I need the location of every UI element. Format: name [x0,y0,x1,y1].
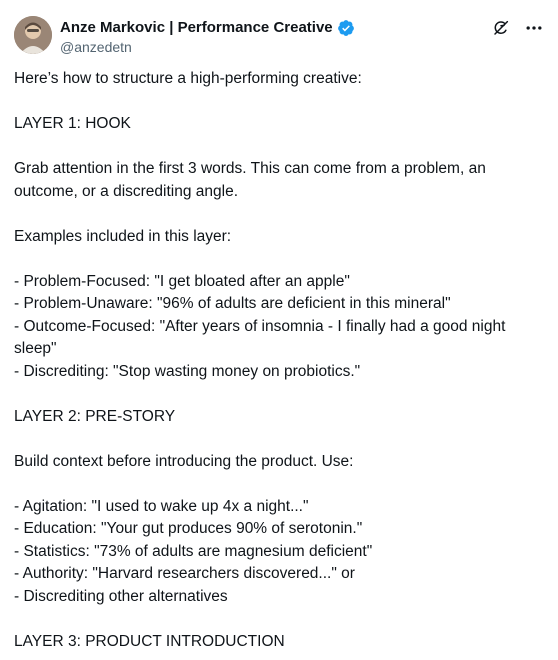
tweet-paragraph: - Agitation: "I used to wake up 4x a night..." [14,497,309,515]
tweet-paragraph: - Problem-Unaware: "96% of adults are deficient in this mineral" [14,295,451,312]
author-info [60,18,355,56]
tweet-actions [492,18,544,38]
tweet-paragraph: - Statistics: "73% of adults are magnesium deficient" [14,542,373,560]
tweet-header [14,14,544,58]
tweet-paragraph: LAYER 1: HOOK [14,115,131,132]
avatar-image [14,16,52,54]
tweet-text [14,68,544,653]
verified-badge-icon [337,19,355,37]
tweet-blank-line [14,473,544,496]
tweet-paragraph: - Discrediting: "Stop wasting money on probiotics." [14,362,361,380]
more-icon[interactable] [524,18,544,38]
tweet-blank-line [14,383,544,406]
tweet-paragraph: - Problem-Focused: "I get bloated after an apple" [14,272,350,290]
author-handle[interactable]: @anzedetn [60,39,132,55]
tweet-paragraph: Here’s how to structure a high-performing creative: [14,70,362,87]
tweet-blank-line [14,91,544,114]
avatar[interactable] [14,16,52,54]
tweet-paragraph: Build context before introducing the product. Use: [14,452,354,470]
tweet-blank-line [14,428,544,451]
tweet-paragraph: - Authority: "Harvard researchers discovered..." or [14,565,355,582]
tweet-paragraph: Grab attention in the first 3 words. This can come from a problem, an outcome, or a discrediting angle. [14,160,491,200]
tweet-paragraph: - Education: "Your gut produces 90% of serotonin." [14,520,363,537]
author-display-name[interactable]: Anze Markovic | Performance Creative [60,19,333,36]
tweet-paragraph: - Discrediting other alternatives [14,587,228,605]
tweet-blank-line [14,136,544,159]
tweet-blank-line [14,608,544,631]
tweet-blank-line [14,248,544,271]
tweet-blank-line [14,203,544,226]
grok-icon[interactable] [492,19,510,37]
tweet-paragraph: Examples included in this layer: [14,227,232,245]
tweet-paragraph: LAYER 2: PRE-STORY [14,407,176,425]
tweet-paragraph: LAYER 3: PRODUCT INTRODUCTION [14,632,285,650]
tweet-paragraph: - Outcome-Focused: "After years of insomnia - I finally had a good night sleep" [14,317,510,357]
